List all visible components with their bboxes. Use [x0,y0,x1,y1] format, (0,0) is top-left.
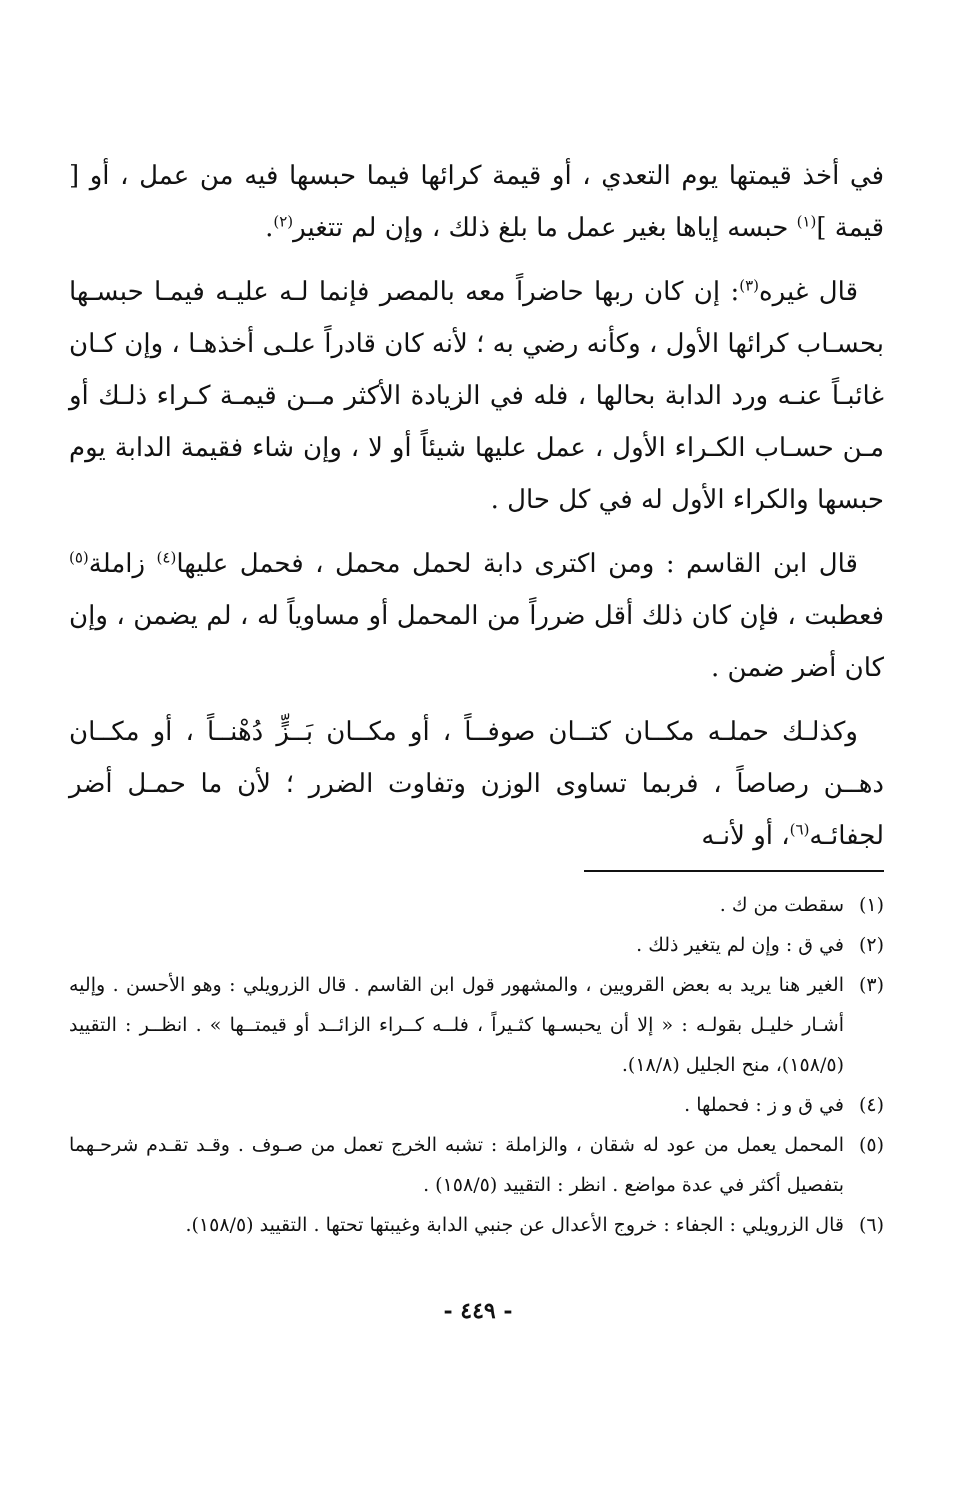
footnote-6 [69,1205,884,1245]
main-text [69,150,884,874]
paragraph-4 [69,706,884,862]
text-run: . [265,213,274,243]
paragraph-1 [69,150,884,254]
text-run: ، أو لأنـه [701,821,790,851]
footnote-text: في ق و ز : فحملها . [684,1094,844,1116]
footnote-ref-3[interactable]: (٣) [739,276,759,295]
footnote-number: (٤) [858,1094,884,1116]
footnote-text: المحمل يعمل من عود له شقان ، والزاملة : تشبه الخرج تعمل من صـوف . وقـد تقـدم شرحـهما بتفصيل أكثر في عدة مواضع . انظر : التقييد (١٥٨/٥) . [69,1134,844,1196]
footnote-text: الغير هنا يريد به بعض القرويين ، والمشهور قول ابن القاسم . قال الزرويلي : وهو الأحسن . وإليه أشـار خليـل بقولـه : « إلا أن يحبسـها كثـيراً ، فلــه كــراء الزائــد أو قيمتــها » . انظــر : التقييد (١٥٨/٥)، منح الجليل (١٨/٨). [69,974,844,1076]
paragraph-3 [69,538,884,694]
footnote-5 [69,1125,884,1205]
footnote-2 [69,925,884,965]
text-run: : إن كان ربها حاضراً معه بالمصر فإنما لـه عليـه فيمـا حبسـها بحسـاب كرائها الأول ، وكأنه رضي به ؛ لأنه كان قادراً علـى أخذهـا ، وإن كـان غائبـاً عنـه ورد الدابة بحالها ، فله في الزيادة الأكثر مــن قيمـة كـراء ذلـك أو مـن حسـاب الكـراء الأول ، عمل عليها شيئاً أو لا ، وإن شاء فقيمة الدابة يوم حبسها والكراء الأول له في كل حال . [69,277,884,515]
footnote-number: (٣) [858,974,884,996]
footnote-number: (٥) [858,1134,884,1156]
footnote-ref-1[interactable]: (١) [796,212,817,231]
text-run: قال غيره [758,277,858,307]
footnote-3 [69,965,884,1085]
footnote-separator [584,870,884,872]
text-run: وكذلـك حملـه مكــان كتــان صوفــاً ، أو مكــان بَــزٍّ دُهْنــاً ، أو مكــان دهــن رصاصاً ، فربما تساوى الوزن وتفاوت الضرر ؛ لأن ما حمـل أضر لجفائـه [69,717,884,851]
text-run: زاملة [88,549,157,579]
footnote-number: (١) [858,894,884,916]
footnote-text: قال الزرويلي : الجفاء : خروج الأعدال عن جنبي الدابة وغيبتها تحتها . التقييد (١٥٨/٥). [185,1214,844,1236]
paragraph-2 [69,266,884,526]
footnote-ref-5[interactable]: (٥) [69,548,89,567]
text-run: فعطبت ، فإن كان ذلك أقل ضرراً من المحمل أو مساوياً له ، لم يضمن ، وإن كان أضر ضمن . [69,601,884,683]
text-run: في أخذ قيمتها يوم التعدي ، أو قيمة كرائها فيما حبسها فيه من عمل ، أو [ قيمة ] [69,161,884,243]
text-run: قال ابن القاسم : ومن اكترى دابة لحمل محمل ، فحمل عليها [176,549,858,579]
footnote-ref-4[interactable]: (٤) [156,548,177,567]
footnote-1 [69,885,884,925]
text-run: حبسه إياها بغير عمل ما بلغ ذلك ، وإن لم تتغير [293,213,797,243]
footnote-ref-2[interactable]: (٢) [273,212,294,231]
footnote-text: سقطت من ك . [719,894,844,916]
page-number: - ٤٤٩ - [443,1298,513,1324]
footnote-number: (٦) [858,1214,884,1236]
footnotes [69,885,884,1245]
footnote-4 [69,1085,884,1125]
footnote-number: (٢) [858,934,884,956]
footnote-ref-6[interactable]: (٦) [789,820,810,839]
footnote-text: في ق : وإن لم يتغير ذلك . [636,934,844,956]
